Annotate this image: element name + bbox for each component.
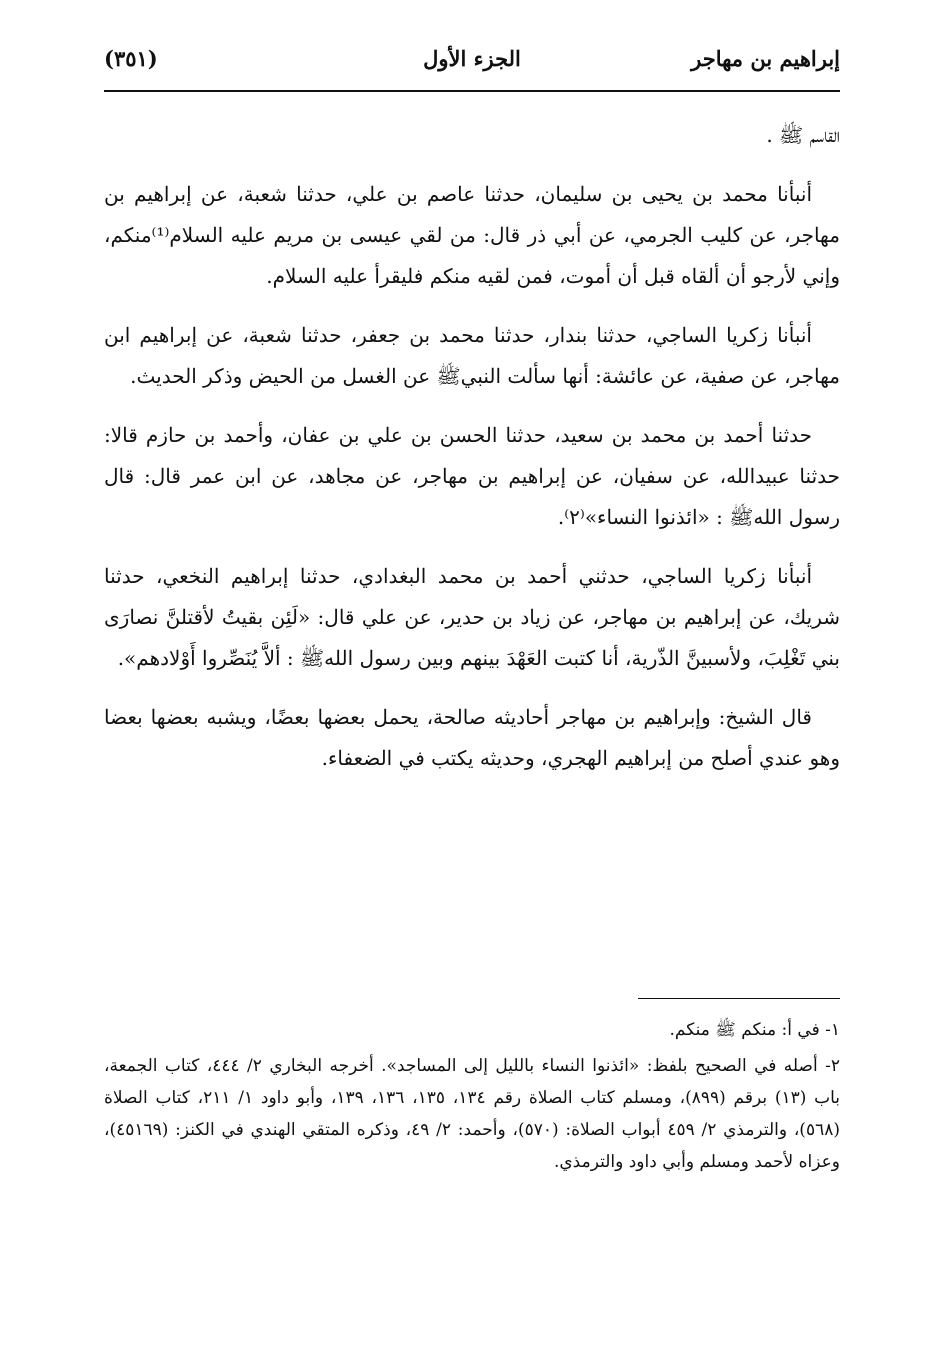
footnote-divider xyxy=(638,998,840,999)
paragraph-continuation: القاسم ﷺ . xyxy=(766,123,840,147)
paragraph-ali-narration: أنبأنا زكريا الساجي، حدثني أحمد بن محمد البغدادي، حدثنا إبراهيم النخعي، حدثنا شريك، عن إبراهيم بن مهاجر، عن زياد بن حدير، عن علي قال: «لَئِن بقيتُ لأقتلنَّ نصارَى بني تَغْلِبَ، ولأسبينَّ الذّرية، أنا كتبت العَهْدَ بينهم وبين رسول اللهﷺ : ألاَّ يُنَصِّروا أَوْلادهم». xyxy=(104,564,840,670)
paragraph-aisha-narration: أنبأنا زكريا الساجي، حدثنا بندار، حدثنا محمد بن جعفر، حدثنا شعبة، عن إبراهيم ابن مهاجر، عن صفية، عن عائشة: أنها سألت النبيﷺ عن الغسل من الحيض وذكر الحديث. xyxy=(104,323,840,388)
page-number: (٣٥١) xyxy=(104,46,158,71)
footnote-1: ١- في أ: منكم ﷺ منكم. xyxy=(669,1020,840,1040)
header-divider xyxy=(104,90,840,92)
footnotes xyxy=(104,1014,840,1182)
running-header xyxy=(104,40,840,88)
main-text xyxy=(104,115,840,797)
header-chapter-title: إبراهيم بن مهاجر xyxy=(691,46,840,71)
paragraph-abu-dharr-narration: أنبأنا محمد بن يحيى بن سليمان، حدثنا عاصم بن علي، حدثنا شعبة، عن إبراهيم بن مهاجر، عن كليب الجرمي، عن أبي ذر قال: من لقي عيسى بن مريم عليه السلام⁽¹⁾منكم، وإني لأرجو أن ألقاه قبل أن أموت، فمن لقيه منكم فليقرأ عليه السلام. xyxy=(104,182,840,288)
header-volume: الجزء الأول xyxy=(423,46,521,71)
paragraph-ibn-umar-narration: حدثنا أحمد بن محمد بن سعيد، حدثنا الحسن بن علي بن عفان، وأحمد بن حازم قالا: حدثنا عبيدالله، عن سفيان، عن إبراهيم بن مهاجر، عن مجاهد، عن ابن عمر قال: قال رسول اللهﷺ : «ائذنوا النساء»⁽٢⁾. xyxy=(104,423,840,529)
footnote-2: ٢- أصله في الصحيح بلفظ: «ائذنوا النساء بالليل إلى المساجد». أخرجه البخاري ٢/ ٤٤٤، كتاب الجمعة، باب (١٣) برقم (٨٩٩)، ومسلم كتاب الصلاة رقم ١٣٤، ١٣٥، ١٣٦، ١٣٩، وأبو داود ١/ ٢١١، كتاب الصلاة (٥٦٨)، والترمذي ٢/ ٤٥٩ أبواب الصلاة: (٥٧٠)، وأحمد: ٢/ ٤٩، وذكره المتقي الهندي في الكنز: (٤٥١٦٩)، وعزاه لأحمد ومسلم وأبي داود والترمذي. xyxy=(104,1056,841,1172)
paragraph-shaykh-verdict: قال الشيخ: وإبراهيم بن مهاجر أحاديثه صالحة، يحمل بعضها بعضًا، ويشبه بعضها بعضا وهو عندي أصلح من إبراهيم الهجري، وحديثه يكتب في الضعفاء. xyxy=(104,705,840,770)
